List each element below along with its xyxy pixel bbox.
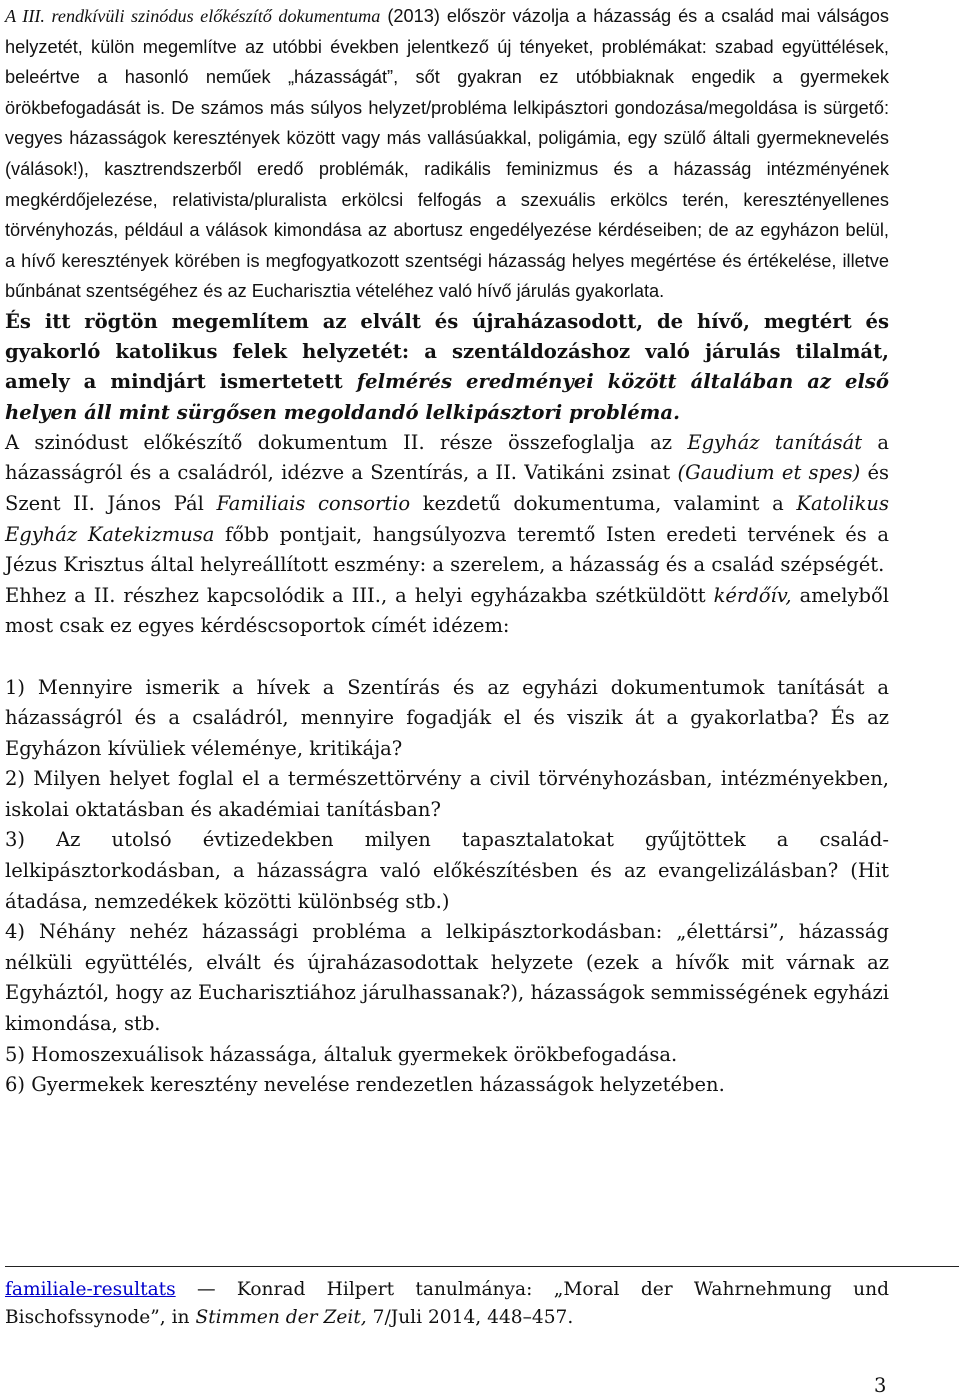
questionnaire-text-a: Ehhez a II. részhez kapcsolódik a III., a helyi egyházakba szétküldött [5,583,714,607]
paragraph-intro [5,1,889,307]
intro-text: (2013) először vázolja a házasság és a család mai válságos helyzetét, külön megemlítve az utóbbi években jelentkező új tényeket, problémákat: szabad együttélések, beleértve a hasonló neműek „házasságát”, sőt gyakran ez utóbbiaknak engedik a gyermekek örökbefogadását is. [5,6,889,118]
teaching-italic-familiaris: Familiais consortio [216,491,411,515]
bold-statement-italic: felmérés eredményei között általában az első helyen áll mint sürgősen megoldandó lelkipásztori probléma. [5,370,889,424]
paragraph-bold-statement [5,307,889,428]
teaching-text-e: főbb pontjait, hangsúlyozva teremtő Isten eredeti tervének és a Jézus Krisztus által helyreállított eszmény: a szerelem, a házasság és a család szépségét. [5,522,889,577]
footnote-journal: Stimmen der Zeit, [195,1307,367,1328]
teaching-italic-church-teaching: Egyház tanítását [687,430,863,454]
bold-statement-text: És itt rögtön megemlítem az elvált és újraházasodott, de hívő, megtért és gyakorló katolikus felek helyzetét: a szentáldozáshoz való járulás tilalmát, amely a mindjárt ismertetett [5,309,889,394]
teaching-italic-gaudium: (Gaudium et spes) [677,461,861,485]
question-5: 5) Homoszexuálisok házassága, általuk gyermekek örökbefogadása. [5,1042,678,1066]
intro-lead: A III. [5,6,52,26]
footnote-text-a: — Konrad Hilpert tanulmánya: „Moral der Wahrnehmung und Bischofssynode”, in [5,1279,889,1328]
paragraph-questionnaire-intro [5,581,889,642]
question-4: 4) Néhány nehéz házassági probléma a lelkipásztorkodásban: „élettársi”, házasság nélküli együttélés, elvált és újraházasodottak helyzete (ezek a hívők mit várnak az Egyháztól, hogy az Eucharisztiához járulhassanak?), házasságok semmisségének egyházi kimondása, stb. [5,920,889,1036]
footnote [5,1276,889,1332]
questionnaire-text-b: amelyből most csak ez egyes kérdéscsoportok címét idézem: [5,583,889,638]
teaching-text-a: A szinódust előkészítő dokumentum II. része összefoglalja az [5,430,688,454]
teaching-text-d: kezdetű dokumentuma, valamint a [410,491,797,515]
question-6: 6) Gyermekek keresztény nevelése rendezetlen házasságok helyzetében. [5,1073,725,1097]
teaching-italic-catechism: Katolikus Egyház Katekizmusa [5,491,889,546]
intro-continuation: De számos más súlyos helyzet/probléma lelkipásztori gondozása/megoldása is sürgető: vegyes házasságok keresztények között vagy más vallásúakkal, poligámia, egy szülő általi gyermeknevelés (válások!), kasztrendszerből eredő problémák, radikális feminizmus és a házasság intézményének megkérdőjelezése, relativista/pluralista erkölcsi felfogás a szexuális erkölcs terén, keresztényellenes törvényhozás, például a válások kimondása az abortusz engedélyezése kérdéseiben; de az egyházon belül, a hívő keresztények körében is megfogyatkozott szentségi házasság helyes megértése és értékelése, illetve bűnbánat szentségéhez és az Eucharisztia vételéhez való hívő járulás gyakorlata. [5,97,889,302]
question-3: 3) Az utolsó évtizedekben milyen tapasztalatokat gyűjtöttek a család-lelkipásztorkodásban, a házasságra való előkészítésben és az evangelizálásban? (Hit átadása, nemzedékek közötti különbség stb.) [5,828,889,913]
footnote-text-b: 7/Juli 2014, 448–457. [366,1307,574,1328]
questionnaire-italic: kérdőív, [713,583,792,607]
page-number: 3 [874,1374,887,1397]
question-1: 1) Mennyire ismerik a hívek a Szentírás és az egyházi dokumentumok tanítását a házasságról és a családról, mennyire fogadják el és viszik át a gyakorlatba? És az Egyházon kívüliek véleménye, kritikája? [5,675,889,760]
intro-document-title: rendkívüli szinódus előkészítő dokumentuma [51,6,381,26]
paragraph-church-teaching [5,428,889,581]
footnote-separator [5,1266,959,1267]
blank-line [5,642,889,673]
footnote-link[interactable]: familiale-resultats [5,1279,176,1300]
document-body [5,1,889,1101]
teaching-text-c: és Szent II. János Pál [5,461,889,515]
teaching-text-b: a házasságról és a családról, idézve a Szentírás, a II. Vatikáni zsinat [5,430,889,485]
question-2: 2) Milyen helyet foglal el a természettörvény a civil törvényhozásban, intézményekben, iskolai oktatásban és akadémiai tanításban? [5,767,889,821]
